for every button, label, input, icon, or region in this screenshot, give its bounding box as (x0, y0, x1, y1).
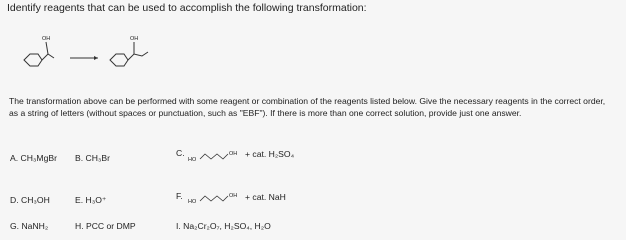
option-f-structure (185, 187, 245, 205)
option-f-letter: F. (176, 191, 183, 201)
option-c-oh: OH (229, 151, 238, 157)
option-b (75, 153, 110, 163)
option-e-letter: E. (75, 195, 84, 205)
option-c-letter: C. (176, 148, 185, 158)
option-e (75, 195, 106, 206)
reactant-oh-bond (46, 42, 48, 54)
option-g-text: NaNH₂ (21, 221, 49, 231)
option-h-letter: H. (75, 221, 84, 231)
option-i (176, 221, 271, 231)
option-h (75, 221, 136, 231)
option-d (10, 195, 50, 205)
option-f-oh: OH (229, 193, 238, 199)
option-g (10, 221, 48, 231)
option-d-letter: D. (10, 195, 19, 205)
option-i-letter: I. (176, 221, 181, 231)
option-f (176, 191, 183, 201)
option-c (176, 148, 185, 162)
reaction-scheme (18, 26, 178, 74)
option-e-text: H₃O⁺ (85, 195, 107, 205)
reactant-structure (24, 54, 54, 66)
option-c-suffix: + cat. H₂SO₄ (245, 149, 295, 159)
product-oh-label: OH (130, 36, 139, 42)
option-c-ho: HO (188, 157, 197, 163)
option-d-text: CH₃OH (20, 195, 50, 205)
option-a-text: CH₃MgBr (20, 153, 57, 163)
option-a (10, 153, 57, 163)
option-h-text: PCC or DMP (85, 221, 136, 231)
product-structure (110, 42, 148, 66)
option-b-letter: B. (75, 153, 84, 163)
option-f-suffix: + cat. NaH (245, 192, 286, 202)
reactant-oh-label: OH (42, 36, 51, 42)
option-g-letter: G. (10, 221, 20, 231)
reaction-arrow (70, 56, 98, 60)
option-a-letter: A. (10, 153, 19, 163)
option-i-text: Na₂Cr₂O₇, H₂SO₄, H₂O (183, 221, 271, 231)
option-c-structure (185, 145, 245, 163)
option-f-ho: HO (188, 199, 197, 205)
option-b-text: CH₃Br (85, 153, 111, 163)
instructions-text: The transformation above can be performed with some reagent or combination of the reagents listed below. Give the necessary reagents in the correct order, as a string of letters (without spaces or punctuation, such as "EBF"). If there is more than one correct solution, provide just one answer. (9, 96, 606, 118)
question-prompt: Identify reagents that can be used to accomplish the following transformation: (7, 2, 367, 14)
